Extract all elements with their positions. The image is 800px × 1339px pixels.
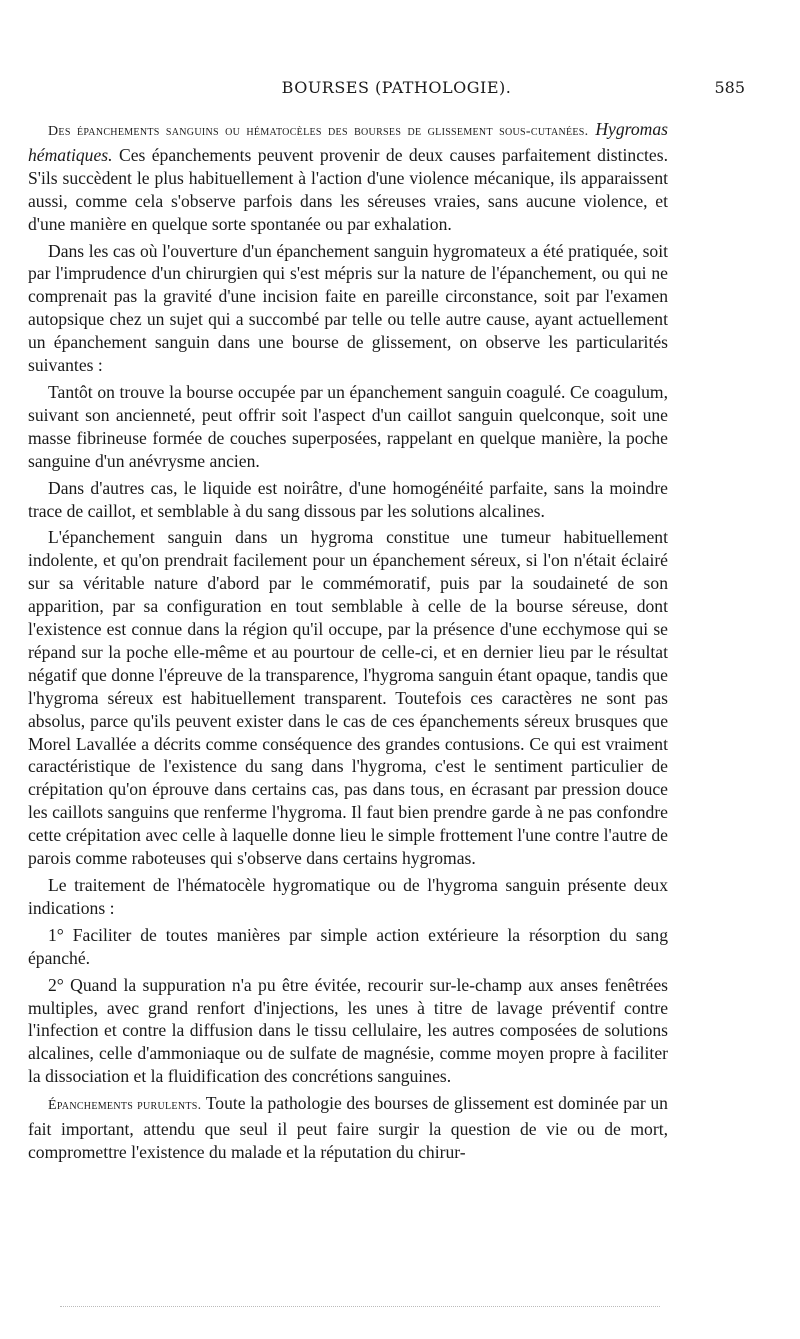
paragraph-text: Ces épanchements peuvent provenir de deux causes parfaitement distinctes. S'ils succèdent le plus habituellement à l'action d'une violence mécanique, ils apparaissent aussi, comme cela s'observe parfois dans les séreuses vraies, sans aucune violence, et d'une manière en quelque sorte spontanée ou par exhalation. bbox=[28, 144, 668, 234]
page-number: 585 bbox=[714, 78, 745, 97]
paragraph: Le traitement de l'hématocèle hygromatique ou de l'hygroma sanguin présente deux indications : bbox=[28, 875, 668, 918]
paragraph: L'épanchement sanguin dans un hygroma constitue une tumeur habituellement indolente, et qu'on prendrait facilement pour un épanchement séreux, si l'on n'était éclairé sur sa véritable nature d'abord par le commémoratif, puis par la soudaineté de son apparition, par sa configuration en tout semblable à celle de la bourse séreuse, dont l'existence est connue dans la région qu'il occupe, par la présence d'une ecchymose qui se répand sur la poche elle-même et au pourtour de celle-ci, et en dernier lieu par le résultat négatif que donne l'épreuve de la transparence, l'hygroma sanguin étant opaque, tandis que l'hygroma séreux est habituellement transparent. Toutefois ces caractères ne sont pas absolus, parce qu'ils peuvent exister dans le cas de ces épanchements séreux brusques que Morel Lavallée a décrits comme conséquence des grandes contusions. Ce qui est vraiment caractéristique de l'existence du sang dans l'hygroma, c'est le sentiment particulier de crépitation qu'on éprouve dans certains cas, pas dans tous, en écrasant par pression douce les caillots sanguins que renferme l'hygroma. Il faut bien prendre garde à ne pas confondre cette crépitation avec celle à laquelle donne lieu le simple frottement l'une contre l'autre de parois comme raboteuses qui s'observe dans certains hygromas. bbox=[28, 527, 668, 869]
paragraph-hematoceles bbox=[28, 118, 668, 236]
running-title: BOURSES (PATHOLOGIE). bbox=[281, 78, 512, 97]
subheading-hygromas: Hygromas hématiques. bbox=[28, 119, 668, 165]
paragraph: 2° Quand la suppuration n'a pu être évitée, recourir sur-le-champ aux anses fenêtrées multiples, avec grand renfort d'injections, les unes à titre de lavage préventif contre l'infection et contre la diffusion dans le tissu cellulaire, les autres composées de solutions alcalines, celle d'ammoniaque ou de sulfate de magnésie, comme moyen propre à faciliter la dissociation et la fluidification des concrétions sanguines. bbox=[28, 974, 668, 1087]
paragraph: Tantôt on trouve la bourse occupée par un épanchement sanguin coagulé. Ce coagulum, suivant son ancienneté, peut offrir soit l'aspect d'un caillot sanguin quelconque, soit une masse fibrineuse formée de couches superposées, rappelant en quelque manière, la poche sanguine d'un anévrysme ancien. bbox=[28, 381, 668, 471]
paragraph: Dans d'autres cas, le liquide est noirâtre, d'une homogénéité parfaite, sans la moindre trace de caillot, et semblable à du sang dissous par les solutions alcalines. bbox=[28, 477, 668, 521]
page-body bbox=[28, 118, 668, 1168]
paragraph-purulents bbox=[28, 1092, 668, 1164]
section-heading-hematoceles: Des épanchements sanguins ou hématocèles des bourses de glissement sous-cutanées. bbox=[48, 124, 589, 139]
paragraph: Dans les cas où l'ouverture d'un épanchement sanguin hygromateux a été pratiquée, soit par l'imprudence d'un chirurgien qui s'est mépris sur la nature de l'épanchement, ou qui ne comprenait pas la gravité d'une incision faite en pareille circonstance, soit par l'examen autopsique chez un sujet qui a succombé par telle ou telle autre cause, ayant actuellement un épanchement sanguin dans une bourse de glissement, on observe les particularités suivantes : bbox=[28, 240, 668, 376]
bottom-rule bbox=[60, 1306, 660, 1308]
section-heading-purulents: Épanchements purulents. bbox=[48, 1098, 202, 1114]
paragraph-text: Toute la pathologie des bourses de glissement est dominée par un fait important, attendu que seul il peut faire surgir la question de vie ou de mort, compromettre l'existence du malade et la réputation du chirur- bbox=[28, 1093, 668, 1162]
paragraph: 1° Faciliter de toutes manières par simple action extérieure la résorption du sang épanché. bbox=[28, 924, 668, 968]
running-head bbox=[48, 78, 745, 104]
